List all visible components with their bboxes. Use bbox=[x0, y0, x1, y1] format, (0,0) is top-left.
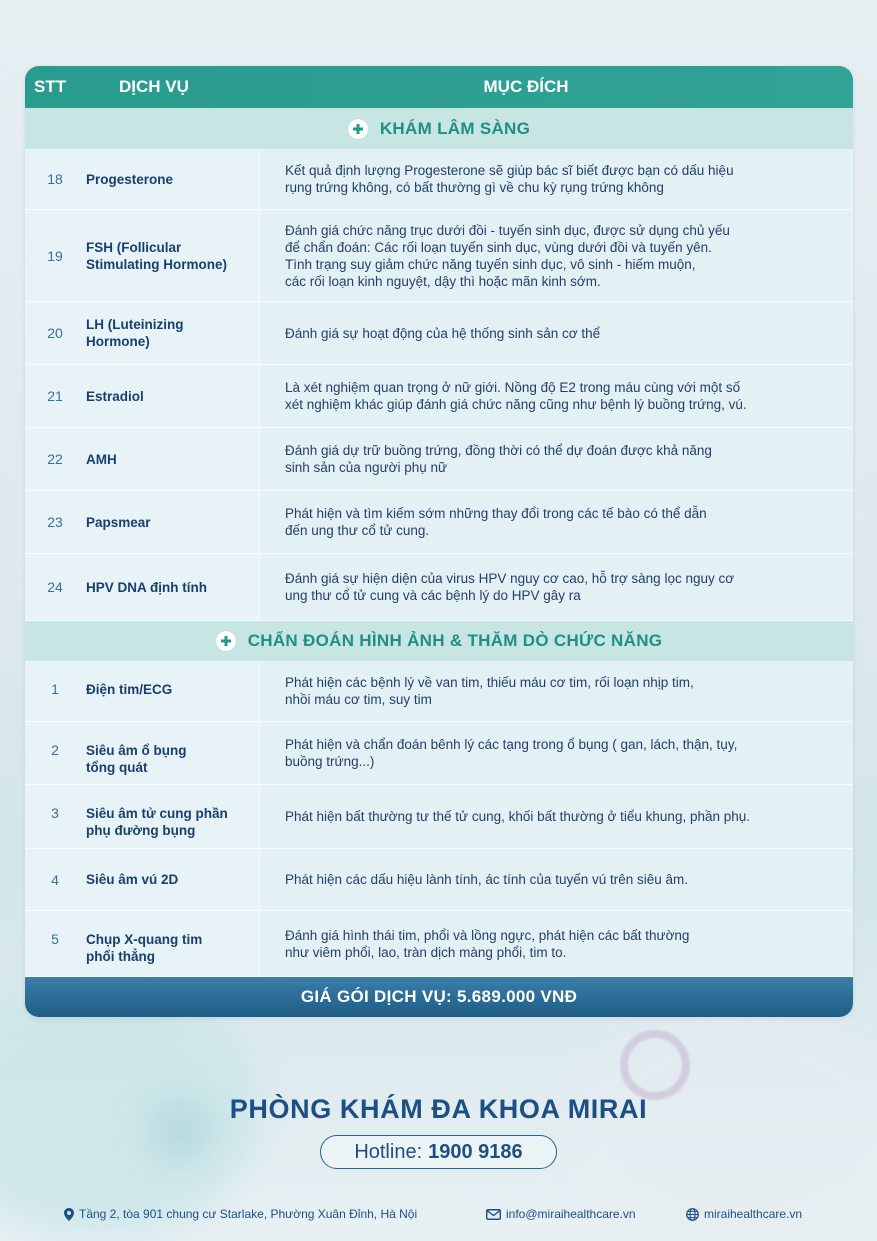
row-stt: 24 bbox=[25, 554, 85, 620]
purpose-line: Đánh giá hình thái tim, phổi và lồng ngực, phát hiện các bất thường bbox=[285, 927, 690, 943]
clinic-name: PHÒNG KHÁM ĐA KHOA MIRAI bbox=[229, 1094, 648, 1124]
row-purpose bbox=[259, 428, 853, 490]
hotline-badge[interactable] bbox=[320, 1135, 557, 1169]
row-purpose bbox=[259, 365, 853, 427]
row-service bbox=[85, 149, 259, 209]
purpose-line: Đánh giá dự trữ buồng trứng, đồng thời có thể dự đoán được khả năng bbox=[285, 443, 712, 458]
row-purpose bbox=[259, 849, 853, 910]
table-row bbox=[25, 722, 853, 785]
purpose-line: ung thư cổ tử cung và các bệnh lý do HPV gây ra bbox=[285, 588, 581, 603]
row-service bbox=[85, 661, 259, 721]
purpose-line: sinh sản của người phụ nữ bbox=[285, 460, 448, 475]
purpose-lines bbox=[285, 442, 712, 476]
row-purpose bbox=[259, 210, 853, 301]
purpose-line: xét nghiệm khác giúp đánh giá chức năng cũng như bệnh lý buồng trứng, vú. bbox=[285, 397, 747, 412]
service-lines bbox=[86, 579, 207, 596]
row-service bbox=[85, 210, 259, 301]
background-stethoscope-shape bbox=[620, 1030, 690, 1100]
service-lines bbox=[86, 239, 227, 273]
service-line: Estradiol bbox=[86, 388, 144, 404]
purpose-line: Đánh giá sự hoạt động của hệ thống sinh sản cơ thể bbox=[285, 325, 601, 341]
row-stt: 1 bbox=[25, 661, 85, 721]
header-purpose: MỤC ĐÍCH bbox=[483, 77, 569, 96]
table-row bbox=[25, 210, 853, 302]
purpose-line: Phát hiện và chẩn đoán bênh lý các tạng trong ổ bụng ( gan, lách, thận, tụy, bbox=[285, 737, 738, 752]
purpose-line: Đánh giá sự hiện diện của virus HPV nguy cơ cao, hỗ trợ sàng lọc nguy cơ bbox=[285, 571, 735, 586]
purpose-line: đến ung thư cổ tử cung. bbox=[285, 523, 430, 538]
table-row bbox=[25, 149, 853, 210]
hotline-label: Hotline: bbox=[354, 1140, 423, 1163]
table-row bbox=[25, 365, 853, 428]
purpose-lines bbox=[285, 674, 694, 708]
website-text[interactable]: miraihealthcare.vn bbox=[704, 1207, 803, 1221]
row-service bbox=[85, 491, 259, 553]
service-lines bbox=[86, 931, 202, 965]
table-row bbox=[25, 911, 853, 977]
purpose-lines bbox=[285, 871, 688, 888]
globe-icon bbox=[686, 1208, 699, 1221]
table-row bbox=[25, 661, 853, 722]
row-service bbox=[85, 785, 259, 848]
service-lines bbox=[86, 681, 172, 698]
service-line: phụ đường bụng bbox=[86, 823, 196, 838]
service-line: Papsmear bbox=[86, 514, 151, 530]
service-lines bbox=[86, 742, 187, 776]
purpose-lines bbox=[285, 808, 750, 825]
purpose-line: các rối loạn kinh nguyệt, dậy thì hoặc mãn kinh sớm. bbox=[285, 273, 601, 289]
section-header bbox=[25, 108, 853, 149]
service-lines bbox=[86, 316, 183, 350]
purpose-line: Phát hiện các dấu hiệu lành tính, ác tính của tuyến vú trên siêu âm. bbox=[285, 872, 689, 887]
purpose-line: Đánh giá chức năng trục dưới đồi - tuyến sinh dục, được sử dụng chủ yếu bbox=[285, 222, 730, 238]
row-stt: 2 bbox=[25, 722, 85, 784]
purpose-line: Kết quả định lượng Progesterone sẽ giúp bác sĩ biết được bạn có dấu hiệu bbox=[285, 163, 734, 178]
service-lines bbox=[86, 171, 173, 188]
service-line: Hormone) bbox=[86, 334, 150, 349]
service-line: Chụp X-quang tim bbox=[86, 932, 203, 947]
row-stt: 5 bbox=[25, 911, 85, 976]
service-lines bbox=[86, 805, 228, 839]
row-service bbox=[85, 911, 259, 976]
purpose-line: rụng trứng không, có bất thường gì về chu kỳ rụng trứng không bbox=[285, 180, 664, 195]
row-service bbox=[85, 722, 259, 784]
service-lines bbox=[86, 451, 117, 468]
package-price-bar: GIÁ GÓI DỊCH VỤ: 5.689.000 VNĐ bbox=[25, 977, 853, 1017]
row-purpose bbox=[259, 554, 853, 620]
email-text[interactable]: info@miraihealthcare.vn bbox=[506, 1207, 636, 1221]
purpose-lines bbox=[285, 222, 730, 290]
row-stt: 19 bbox=[25, 210, 85, 301]
header-service: DỊCH VỤ bbox=[119, 77, 189, 96]
hotline-number[interactable]: 1900 9186 bbox=[428, 1140, 523, 1163]
purpose-lines bbox=[285, 927, 689, 961]
table-row bbox=[25, 849, 853, 911]
section-header bbox=[25, 621, 853, 661]
service-line: HPV DNA định tính bbox=[86, 579, 207, 595]
row-purpose bbox=[259, 722, 853, 784]
service-line: tổng quát bbox=[86, 760, 148, 775]
service-line: Siêu âm ổ bụng bbox=[86, 743, 187, 758]
header-stt: STT bbox=[33, 77, 67, 96]
purpose-line: Phát hiện và tìm kiếm sớm những thay đổi trong các tế bào có thể dẫn bbox=[285, 506, 707, 521]
section-title: KHÁM LÂM SÀNG bbox=[379, 118, 531, 138]
row-stt: 18 bbox=[25, 149, 85, 209]
purpose-lines bbox=[285, 379, 747, 413]
row-purpose bbox=[259, 911, 853, 976]
service-lines bbox=[86, 514, 151, 531]
row-service bbox=[85, 554, 259, 620]
purpose-lines bbox=[285, 570, 734, 604]
service-line: AMH bbox=[86, 451, 117, 467]
table-body bbox=[25, 108, 853, 977]
table-row bbox=[25, 491, 853, 554]
row-purpose bbox=[259, 491, 853, 553]
table-row bbox=[25, 428, 853, 491]
service-line: Siêu âm vú 2D bbox=[86, 872, 179, 887]
service-line: Siêu âm tử cung phần bbox=[86, 806, 228, 821]
service-table bbox=[25, 66, 853, 1017]
contact-email[interactable] bbox=[486, 1207, 636, 1221]
purpose-line: Là xét nghiệm quan trọng ở nữ giới. Nồng độ E2 trong máu cùng với một số bbox=[285, 380, 741, 395]
service-line: FSH (Follicular bbox=[86, 239, 182, 255]
row-stt: 21 bbox=[25, 365, 85, 427]
purpose-line: buồng trứng...) bbox=[285, 754, 375, 769]
purpose-line: Tình trạng suy giảm chức năng tuyến sinh dục, vô sinh - hiếm muộn, bbox=[285, 256, 696, 272]
row-stt: 22 bbox=[25, 428, 85, 490]
row-purpose bbox=[259, 149, 853, 209]
purpose-line: nhồi máu cơ tim, suy tim bbox=[285, 692, 432, 707]
service-line: Progesterone bbox=[86, 171, 174, 187]
row-service bbox=[85, 302, 259, 364]
purpose-line: để chẩn đoán: Các rối loạn tuyến sinh dục, vùng dưới đồi và tuyến yên. bbox=[285, 239, 712, 255]
service-line: Stimulating Hormone) bbox=[86, 256, 227, 272]
service-lines bbox=[86, 388, 144, 405]
service-lines bbox=[86, 871, 178, 888]
row-stt: 3 bbox=[25, 785, 85, 848]
row-service bbox=[85, 849, 259, 910]
service-line: LH (Luteinizing bbox=[86, 317, 184, 332]
purpose-line: như viêm phổi, lao, tràn dịch màng phổi, tim to. bbox=[285, 944, 567, 960]
row-stt: 23 bbox=[25, 491, 85, 553]
purpose-lines bbox=[285, 736, 737, 770]
row-purpose bbox=[259, 785, 853, 848]
purpose-lines bbox=[285, 162, 734, 196]
envelope-icon bbox=[486, 1209, 501, 1220]
row-stt: 20 bbox=[25, 302, 85, 364]
purpose-lines bbox=[285, 505, 707, 539]
plus-circle-icon bbox=[216, 631, 236, 651]
table-row bbox=[25, 302, 853, 365]
purpose-line: Phát hiện bất thường tư thế tử cung, khối bất thường ở tiểu khung, phần phụ. bbox=[285, 809, 751, 824]
row-purpose bbox=[259, 661, 853, 721]
row-service bbox=[85, 428, 259, 490]
row-service bbox=[85, 365, 259, 427]
table-header bbox=[25, 66, 853, 108]
purpose-line: Phát hiện các bệnh lý về van tim, thiếu máu cơ tim, rối loạn nhịp tim, bbox=[285, 675, 694, 690]
section-title: CHẨN ĐOÁN HÌNH ẢNH & THĂM DÒ CHỨC NĂNG bbox=[247, 631, 663, 650]
row-stt: 4 bbox=[25, 849, 85, 910]
table-row bbox=[25, 785, 853, 849]
contact-website[interactable] bbox=[686, 1207, 802, 1221]
map-pin-icon bbox=[64, 1208, 74, 1221]
address-text: Tầng 2, tòa 901 chung cư Starlake, Phường Xuân Đỉnh, Hà Nội bbox=[79, 1207, 418, 1221]
purpose-lines bbox=[285, 325, 600, 342]
contact-address bbox=[64, 1207, 417, 1221]
service-line: Điện tim/ECG bbox=[86, 682, 173, 697]
plus-circle-icon bbox=[348, 119, 368, 139]
service-line: phổi thẳng bbox=[86, 949, 155, 964]
row-purpose bbox=[259, 302, 853, 364]
table-row bbox=[25, 554, 853, 621]
